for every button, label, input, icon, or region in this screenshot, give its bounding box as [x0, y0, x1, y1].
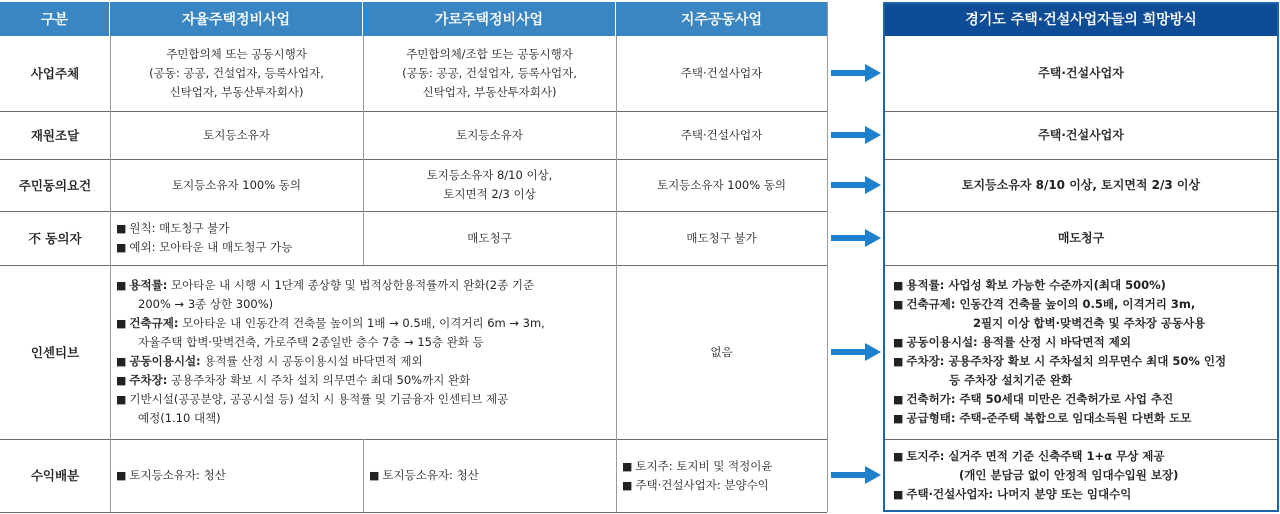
consent-joint: 토지등소유자 100% 동의	[656, 177, 787, 192]
bullet-line	[622, 457, 772, 476]
cell-text: 토지주: 실거주 면적 기준 신축주택 1+α 무상 제공	[906, 449, 1165, 463]
bullet-line	[116, 390, 508, 409]
bullet-line	[893, 390, 1173, 409]
right-arrow-icon	[831, 175, 881, 195]
cell-text: 토지면적 2/3 이상	[443, 187, 536, 201]
row-label-consent: 주민동의요건	[18, 177, 92, 193]
profit-joint	[616, 439, 827, 512]
bullet-icon: ■	[116, 469, 127, 482]
non-consent-joint: 매도청구 불가	[686, 230, 757, 245]
bullet-icon: ■	[116, 374, 127, 387]
bullet-line	[116, 352, 423, 371]
operator-wish: 주택·건설사업자	[1038, 66, 1124, 80]
bullet-line	[893, 447, 1165, 466]
consent-wish: 토지등소유자 8/10 이상, 토지면적 2/3 이상	[961, 177, 1201, 192]
row-label-non-consent: 不 동의자	[28, 230, 82, 246]
bullet-icon: ■	[369, 469, 380, 482]
cell-text: 공용주차장 확보 시 주차 설치 의무면수 최대 50%까지 완화	[167, 373, 471, 387]
bullet-line	[116, 219, 229, 238]
non-consent-street: 매도청구	[467, 230, 512, 245]
operator-joint: 주택·건설사업자	[680, 66, 763, 80]
bullet-icon: ■	[116, 393, 127, 406]
profit-self	[110, 439, 363, 512]
cell-text: 원칙: 매도청구 불가	[129, 221, 230, 235]
operator-self	[110, 36, 363, 111]
right-arrow-icon	[831, 342, 881, 362]
bullet-line	[116, 371, 470, 390]
cell-text: 토지주: 토지비 및 적정이윤	[635, 458, 773, 473]
financing-self: 토지등소유자	[203, 127, 270, 142]
non-consent-wish: 매도청구	[1057, 230, 1105, 245]
bullet-line	[893, 295, 1195, 314]
cell-text: 주택·건설사업자: 나머지 분양 또는 임대수익	[906, 487, 1132, 501]
bullet-icon: ■	[893, 412, 904, 425]
header-self-housing: 자율주택정비사업	[110, 2, 363, 36]
financing-street: 토지등소유자	[456, 127, 523, 142]
cell-text: 예외: 모아타운 내 매도청구 가능	[129, 240, 293, 254]
cell-text: 건축허가: 주택 50세대 미만은 건축허가로 사업 추진	[906, 392, 1174, 406]
bullet-icon: ■	[622, 478, 633, 492]
cell-text: 용적률: 사업성 확보 가능한 수준까지(최대 500%)	[906, 278, 1166, 292]
header-category: 구분	[0, 2, 110, 36]
bullet-line	[893, 485, 1131, 504]
row-divider	[0, 512, 827, 513]
cell-text: 토지등소유자: 청산	[382, 468, 479, 482]
cell-text: 모아타운 내 인동간격 건축물 높이의 1배 → 0.5배, 이격거리 6m → 3m,	[178, 316, 545, 330]
cell-text: 건축규제: 인동간격 건축물 높이의 0.5배, 이격거리 3m,	[906, 297, 1196, 311]
cell-key: 용적률:	[129, 278, 168, 292]
right-arrow-icon	[831, 228, 881, 248]
cell-text: 자율주택 합벽·맞벽건축, 가로주택 2종일반 층수 7층 → 15층 완화 등	[138, 335, 484, 349]
header-street-housing: 가로주택정비사업	[363, 2, 616, 36]
cell-text: 용적률 산정 시 공동이용시설 바닥면적 제외	[200, 354, 423, 368]
row-label-incentive: 인센티브	[30, 344, 80, 360]
cell-text: (공동: 공공, 건설업자, 등록사업자,	[149, 66, 324, 80]
consent-street	[363, 159, 616, 211]
cell-text: 기반시설(공공분양, 공공시설 등) 설치 시 용적률 및 기금융자 인센티브 제공	[129, 392, 509, 406]
bullet-icon: ■	[116, 355, 127, 368]
bullet-icon: ■	[116, 241, 127, 254]
cell-key: 공동이용시설:	[129, 354, 201, 368]
cell-text: 토지등소유자: 청산	[129, 468, 226, 482]
incentive-joint: 없음	[710, 344, 733, 359]
non-consent-self	[110, 211, 363, 265]
bullet-icon: ■	[893, 450, 904, 463]
bullet-icon: ■	[893, 336, 904, 349]
bullet-line	[893, 352, 1226, 371]
right-arrow-icon	[831, 63, 881, 83]
bullet-icon: ■	[893, 298, 904, 311]
profit-wish	[885, 439, 1277, 512]
bullet-line	[116, 314, 545, 333]
bullet-line	[116, 466, 226, 485]
incentive-self-street	[110, 265, 616, 439]
bullet-icon: ■	[116, 317, 127, 330]
bullet-icon: ■	[622, 459, 633, 473]
bullet-line	[622, 476, 769, 495]
bullet-icon: ■	[116, 279, 127, 292]
bullet-icon: ■	[116, 222, 127, 235]
cell-text: (개인 분담금 없이 안정적 임대수입원 보장)	[959, 468, 1179, 482]
incentive-wish	[885, 265, 1277, 439]
cell-text: 주민합의체 또는 공동시행자	[166, 47, 307, 61]
cell-text: 공동이용시설: 용적률 산정 시 바닥면적 제외	[906, 335, 1131, 349]
bullet-line	[893, 276, 1166, 295]
cell-text: 예정(1.10 대책)	[138, 411, 221, 425]
operator-street	[363, 36, 616, 111]
cell-text: 주택·건설사업자: 분양수익	[635, 477, 769, 492]
cell-text: 등 주차장 설치기준 완화	[949, 373, 1073, 387]
bullet-line	[116, 238, 292, 257]
bullet-icon: ■	[893, 355, 904, 368]
right-arrow-icon	[831, 465, 881, 485]
financing-wish: 주택·건설사업자	[1038, 127, 1124, 142]
bullet-line	[116, 276, 534, 295]
cell-key: 건축규제:	[129, 316, 179, 330]
row-label-operator: 사업주체	[30, 66, 80, 81]
profit-street	[363, 439, 616, 512]
row-label-financing: 재원조달	[30, 127, 80, 143]
header-landowner-joint: 지주공동사업	[616, 2, 827, 36]
cell-text: 2필지 이상 합벽·맞벽건축 및 주차장 공동사용	[973, 316, 1206, 330]
header-gyeonggi-wish: 경기도 주택·건설사업자들의 희망방식	[883, 2, 1279, 36]
bullet-line	[893, 333, 1131, 352]
row-label-profit: 수익배분	[30, 468, 80, 483]
cell-text: (공동: 공공, 건설업자, 등록사업자,	[402, 66, 577, 80]
cell-text: 주차장: 공용주차장 확보 시 주차설치 의무면수 최대 50% 인정	[906, 354, 1227, 368]
financing-joint: 주택·건설사업자	[680, 127, 763, 142]
bullet-line	[893, 409, 1191, 428]
right-arrow-icon	[831, 125, 881, 145]
cell-text: 모아타운 내 시행 시 1단계 종상향 및 법적상한용적률까지 완화(2종 기준	[167, 278, 535, 292]
column-divider	[827, 2, 828, 512]
bullet-icon: ■	[893, 393, 904, 406]
consent-self: 토지등소유자 100% 동의	[171, 177, 302, 192]
cell-text: 주민합의체/조합 또는 공동시행자	[406, 47, 573, 61]
cell-key: 주차장:	[129, 373, 168, 387]
cell-text: 200% → 3종 상한 300%)	[138, 297, 274, 311]
bullet-icon: ■	[893, 279, 904, 292]
cell-text: 신탁업자, 부동산투자회사)	[169, 85, 304, 99]
cell-text: 신탁업자, 부동산투자회사)	[422, 85, 557, 99]
bullet-icon: ■	[893, 488, 904, 501]
cell-text: 토지등소유자 8/10 이상,	[426, 168, 553, 182]
cell-text: 공급형태: 주택-준주택 복합으로 임대소득원 다변화 도모	[906, 411, 1192, 425]
bullet-line	[369, 466, 479, 485]
